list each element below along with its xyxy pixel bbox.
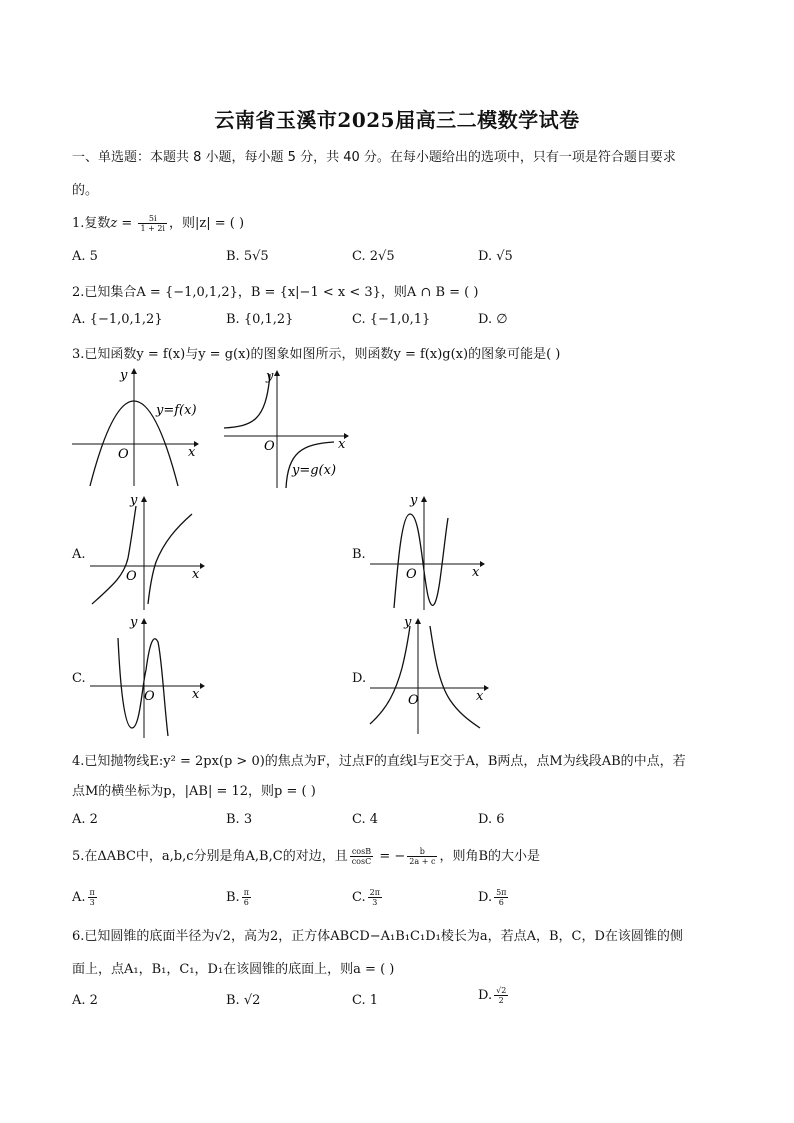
option-value: {−1,0,1,2} — [89, 312, 163, 327]
axis-x-label: x — [192, 567, 200, 582]
question-5-lhs-fraction — [350, 847, 374, 866]
axis-y-label: y — [404, 615, 412, 630]
option-letter: B. — [226, 812, 240, 827]
option-value: ∅ — [496, 312, 508, 327]
q1-option-c[interactable] — [352, 249, 395, 264]
x-axis-arrow — [480, 561, 485, 567]
option-value: 5 — [89, 249, 98, 264]
option-value: 4 — [369, 812, 379, 827]
q3-option-d-graph[interactable] — [368, 612, 490, 736]
option-letter: A. — [72, 249, 86, 264]
q5-option-a[interactable] — [72, 888, 99, 907]
q1-option-a[interactable] — [72, 249, 98, 264]
fraction-numerator: cosB — [350, 847, 374, 857]
x-axis-arrow — [200, 683, 205, 689]
option-letter: D. — [478, 312, 493, 327]
origin-label: O — [406, 567, 417, 582]
question-1-suffix: ，则|z| = ( ) — [168, 216, 245, 231]
option-value: 2√5 — [369, 249, 395, 264]
q3-option-a-label[interactable]: A. — [72, 547, 86, 562]
section-heading: 一、单选题：本题共 8 小题，每小题 5 分，共 40 分。在每小题给出的选项中，只有一项是符合题目要求 — [72, 150, 676, 165]
q2-option-d[interactable] — [478, 312, 508, 327]
curve-g-left — [224, 374, 270, 428]
q2-option-a[interactable] — [72, 312, 163, 327]
graph-curve-right — [148, 514, 192, 604]
option-letter: B. — [226, 312, 240, 327]
q6-option-a[interactable] — [72, 993, 98, 1008]
option-letter: C. — [352, 812, 366, 827]
option-letter: C. — [352, 890, 366, 905]
question-1-var: z — [110, 216, 118, 231]
fraction-numerator: 5π — [496, 888, 507, 897]
curve-f-label: y=f(x) — [156, 403, 197, 418]
origin-label: O — [126, 569, 137, 584]
option-letter: A. — [72, 993, 86, 1008]
q1-option-b[interactable] — [226, 249, 269, 264]
option-letter: A. — [72, 890, 86, 905]
axis-y-label: y — [130, 615, 138, 630]
option-letter: A. — [72, 812, 86, 827]
y-axis-arrow — [274, 370, 280, 376]
option-letter: C. — [352, 249, 366, 264]
question-6: 6.已知圆锥的底面半径为√2，高为2，正方体ABCD−A₁B₁C₁D₁棱长为a，若点A，B，C，D在该圆锥的侧 — [72, 929, 683, 944]
option-value: 6 — [496, 812, 505, 827]
fraction-numerator: b — [407, 847, 437, 857]
origin-label: O — [144, 689, 155, 704]
question-1-prefix: 1.复数 — [72, 216, 111, 231]
question-4-cont: 点M的横坐标为p，|AB| = 12，则p = ( ) — [72, 784, 316, 799]
fraction-denominator: 6 — [243, 898, 249, 907]
q2-option-c[interactable] — [352, 312, 430, 327]
q3-option-a-graph[interactable] — [88, 490, 206, 612]
option-fraction — [494, 888, 508, 907]
graph-curve — [394, 514, 448, 608]
q1-option-d[interactable] — [478, 249, 513, 264]
fraction-denominator: 3 — [89, 898, 95, 907]
figure-f — [68, 364, 200, 490]
fraction-denominator: 3 — [372, 898, 378, 907]
question-1-eq: = — [117, 216, 137, 231]
page-title: 云南省玉溪市2025届高三二模数学试卷 — [214, 108, 580, 132]
option-letter: D. — [478, 890, 493, 905]
q6-option-d[interactable] — [478, 986, 510, 1005]
question-5-prefix: 5.在ΔABC中，a,b,c分别是角A,B,C的对边，且 — [72, 849, 348, 864]
q4-option-c[interactable] — [352, 812, 378, 827]
option-letter: C. — [352, 993, 366, 1008]
q3-option-d-label[interactable]: D. — [352, 671, 367, 686]
fraction-denominator: 2 — [498, 996, 504, 1005]
origin-label: O — [264, 439, 275, 454]
figure-g — [222, 364, 350, 490]
question-1-fraction — [138, 214, 167, 233]
option-value: √2 — [243, 993, 261, 1008]
q4-option-a[interactable] — [72, 812, 98, 827]
graph-curve-left — [92, 506, 136, 604]
option-value: 5√5 — [243, 249, 269, 264]
x-axis-arrow — [484, 685, 489, 691]
option-letter: B. — [226, 249, 240, 264]
q3-option-b-graph[interactable] — [368, 490, 486, 612]
question-2: 2.已知集合A = {−1,0,1,2}，B = {x|−1 < x < 3}，则A ∩ B = ( ) — [72, 285, 479, 300]
option-fraction — [494, 986, 508, 1005]
option-value: 1 — [369, 993, 379, 1008]
q6-option-b[interactable] — [226, 993, 260, 1008]
question-4: 4.已知抛物线E:y² = 2px(p > 0)的焦点为F，过点F的直线l与E交于A，B两点，点M为线段AB的中点，若 — [72, 754, 686, 769]
option-letter: B. — [226, 890, 240, 905]
x-axis-arrow — [200, 563, 205, 569]
y-axis-arrow — [141, 618, 147, 624]
fraction-denominator: cosC — [351, 857, 372, 866]
section-heading-cont: 的。 — [72, 183, 99, 198]
option-value: 3 — [243, 812, 253, 827]
graph-curve-left — [370, 626, 410, 724]
q4-option-b[interactable] — [226, 812, 252, 827]
axis-x-label: x — [192, 687, 200, 702]
q6-option-c[interactable] — [352, 993, 378, 1008]
option-letter: D. — [478, 812, 493, 827]
axis-x-label: x — [338, 437, 346, 452]
y-axis-arrow — [421, 496, 427, 502]
option-fraction — [88, 888, 97, 907]
q5-option-b[interactable] — [226, 888, 253, 907]
q2-option-b[interactable] — [226, 312, 293, 327]
curve-g-label: y=g(x) — [292, 463, 337, 478]
q3-option-c-graph[interactable] — [88, 612, 206, 740]
axis-x-label: x — [476, 689, 484, 704]
axis-y-label: y — [266, 369, 274, 384]
option-letter: C. — [352, 312, 366, 327]
axis-x-label: x — [188, 445, 196, 460]
axis-y-label: y — [410, 493, 418, 508]
fraction-denominator: 2a + c — [409, 857, 436, 866]
option-letter: D. — [478, 988, 493, 1003]
fraction-numerator: π — [89, 888, 95, 897]
q5-option-c[interactable] — [352, 888, 384, 907]
axis-y-label: y — [130, 493, 138, 508]
option-value: 2 — [89, 812, 98, 827]
q3-option-b-label[interactable]: B. — [352, 547, 366, 562]
question-5-rhs-fraction — [407, 847, 437, 866]
fraction-numerator: 2π — [369, 888, 380, 897]
q5-option-d[interactable] — [478, 888, 510, 907]
option-fraction — [368, 888, 382, 907]
fraction-numerator: π — [243, 888, 249, 897]
fraction-denominator: 1 + 2i — [140, 224, 165, 233]
fraction-numerator: 5i — [138, 214, 167, 224]
y-axis-arrow — [131, 368, 137, 374]
question-5-eq: = − — [375, 849, 406, 864]
graph-curve — [118, 638, 168, 736]
origin-label: O — [118, 447, 129, 462]
y-axis-arrow — [141, 496, 147, 502]
option-value: √5 — [496, 249, 513, 264]
question-5 — [72, 845, 540, 866]
question-6-cont: 面上，点A₁，B₁，C₁，D₁在该圆锥的底面上，则a = ( ) — [72, 962, 395, 977]
question-1 — [72, 212, 244, 233]
graph-curve-right — [430, 626, 480, 728]
y-axis-arrow — [415, 618, 421, 624]
axis-y-label: y — [120, 368, 128, 383]
option-letter: B. — [226, 993, 240, 1008]
option-letter: D. — [478, 249, 493, 264]
q3-option-c-label[interactable]: C. — [72, 671, 86, 686]
question-5-suffix: ，则角B的大小是 — [439, 849, 540, 864]
origin-label: O — [408, 693, 419, 708]
option-value: {−1,0,1} — [369, 312, 431, 327]
option-value: 2 — [89, 993, 98, 1008]
question-3: 3.已知函数y = f(x)与y = g(x)的图象如图所示，则函数y = f(x)g(x)的图象可能是( ) — [72, 347, 561, 362]
q4-option-d[interactable] — [478, 812, 505, 827]
option-value: {0,1,2} — [243, 312, 294, 327]
fraction-denominator: 6 — [498, 898, 504, 907]
fraction-numerator: √2 — [496, 986, 507, 995]
option-letter: A. — [72, 312, 86, 327]
option-fraction — [242, 888, 251, 907]
axis-x-label: x — [472, 565, 480, 580]
